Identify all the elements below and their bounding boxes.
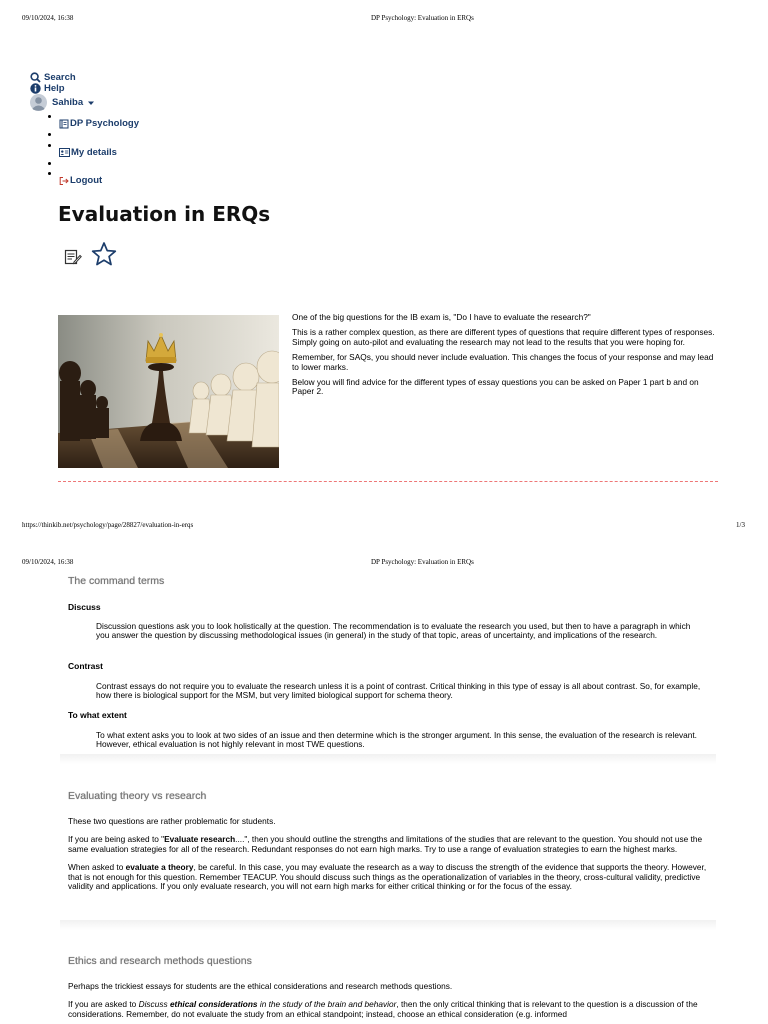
- text-run: , be careful. In this case, you may evaluate the research as a way to discuss the strength of the evidence that supports the theory. However, that is not enough for this question. Remember TEACUP. You should discuss such things as the operationalization of variables in the theory, cross-cultural validity, predictive validity and applications. If you only evaluate research, you will not earn high marks for either critical thinking or for the focus of the essay.: [68, 862, 707, 892]
- term-heading: To what extent: [68, 710, 127, 720]
- print-timestamp: 09/10/2024, 16:38: [22, 558, 74, 566]
- edit-notes-icon: [64, 248, 82, 266]
- help-link[interactable]: [30, 83, 65, 94]
- paragraph: [68, 835, 708, 854]
- user-name: Sahiba: [52, 97, 84, 108]
- search-link[interactable]: [30, 72, 76, 83]
- print-page-number: 1/3: [736, 521, 745, 529]
- menu-item-course-label: DP Psychology: [70, 118, 139, 129]
- intro-paragraph: One of the big questions for the IB exam is, "Do I have to evaluate the research?": [292, 312, 591, 322]
- info-icon: [30, 83, 41, 94]
- section-title-ethics: Ethics and research methods questions: [68, 955, 252, 967]
- ethics-text: [68, 982, 708, 1019]
- section-divider: [58, 481, 718, 482]
- caret-down-icon: [87, 100, 95, 106]
- italic-text: Discuss: [138, 999, 170, 1010]
- print-title: DP Psychology: Evaluation in ERQs: [371, 14, 474, 22]
- favorite-button[interactable]: [91, 241, 117, 272]
- print-title: DP Psychology: Evaluation in ERQs: [371, 558, 474, 566]
- intro-paragraph: This is a rather complex question, as there are different types of questions that require different types of responses. Simply going on auto-pilot and evaluating the research may not lead to the results that you were hoping for.: [292, 327, 715, 347]
- text-run: ....", then you should outline the strengths and limitations of the studies that are relevant to the question. You should not use the same evaluation strategies for all of the research. Redundant responses do not earn high marks. Try to use a range of evaluation strategies to earn the highest marks.: [68, 834, 703, 854]
- menu-item-logout[interactable]: [59, 175, 102, 186]
- list-bullet: [48, 172, 51, 175]
- avatar: [30, 94, 47, 111]
- menu-item-details-label: My details: [71, 147, 117, 158]
- paragraph: [68, 1000, 708, 1019]
- list-bullet: [48, 115, 51, 118]
- intro-paragraph: Remember, for SAQs, you should never include evaluation. This changes the focus of your response and may lead to lower marks.: [292, 352, 714, 372]
- paragraph: Perhaps the trickiest essays for students are the ethical considerations and research methods questions.: [68, 981, 453, 991]
- bold-italic-text: ethical considerations: [169, 999, 258, 1010]
- bold-text: Evaluate research: [164, 834, 236, 845]
- star-icon: [91, 241, 117, 267]
- book-icon: [59, 119, 69, 129]
- print-url: https://thinkib.net/psychology/page/28827/evaluation-in-erqs: [22, 521, 194, 529]
- search-label: Search: [44, 72, 76, 83]
- section-divider: [60, 754, 716, 764]
- term-heading: Contrast: [68, 661, 103, 671]
- bold-text: evaluate a theory: [125, 862, 194, 873]
- menu-item-course[interactable]: [59, 118, 139, 129]
- user-menu[interactable]: [30, 94, 95, 111]
- text-run: , then the only critical thinking that is relevant to the question is a discussion of the considerations. Remember, do not evaluate the study from an ethical standpoint; instead, choose an ethical consideration (e.g. informed: [68, 999, 698, 1019]
- paragraph: [68, 863, 708, 891]
- search-icon: [30, 72, 41, 83]
- paragraph: These two questions are rather problematic for students.: [68, 816, 276, 826]
- term-heading: Discuss: [68, 602, 101, 612]
- section-title-theory-vs-research: Evaluating theory vs research: [68, 790, 207, 802]
- logout-icon: [59, 176, 69, 186]
- notes-button[interactable]: [64, 248, 82, 271]
- page-title: Evaluation in ERQs: [58, 202, 271, 226]
- term-description: Contrast essays do not require you to evaluate the research unless it is a point of contrast. Critical thinking in this type of essay is all about contrast. So, for example, how there is biological support for the MSM, but very limited biological support for schema theory.: [96, 681, 701, 701]
- text-run: If you are asked to: [68, 999, 139, 1010]
- term-description: To what extent asks you to look at two sides of an issue and then determine which is the stronger argument. In this sense, the evaluation of the research is relevant. However, ethical evaluation is not highly relevant in most TWE questions.: [96, 730, 697, 750]
- term-description: Discussion questions ask you to look holistically at the question. The recommendation is to evaluate the research you used, but then to have a paragraph in which you answer the question by discussing methodological issues (in general) in the study of that topic, areas of uncertainty, and implications of the research.: [96, 621, 691, 641]
- intro-text: [292, 313, 720, 397]
- id-card-icon: [59, 148, 70, 157]
- text-run: When asked to: [68, 862, 126, 873]
- menu-item-details[interactable]: [59, 147, 117, 158]
- section-title-command-terms: The command terms: [68, 575, 165, 587]
- list-bullet: [48, 162, 51, 165]
- chess-image: [58, 315, 279, 468]
- help-label: Help: [44, 83, 65, 94]
- theory-vs-research-text: [68, 817, 708, 891]
- print-timestamp: 09/10/2024, 16:38: [22, 14, 74, 22]
- text-run: If you are being asked to ": [68, 834, 165, 845]
- list-bullet: [48, 144, 51, 147]
- section-divider: [60, 920, 716, 930]
- intro-paragraph: Below you will find advice for the different types of essay questions you can be asked on Paper 1 part b and on Paper 2.: [292, 377, 699, 397]
- list-bullet: [48, 133, 51, 136]
- italic-text: in the study of the brain and behavior: [257, 999, 397, 1010]
- menu-item-logout-label: Logout: [70, 175, 103, 186]
